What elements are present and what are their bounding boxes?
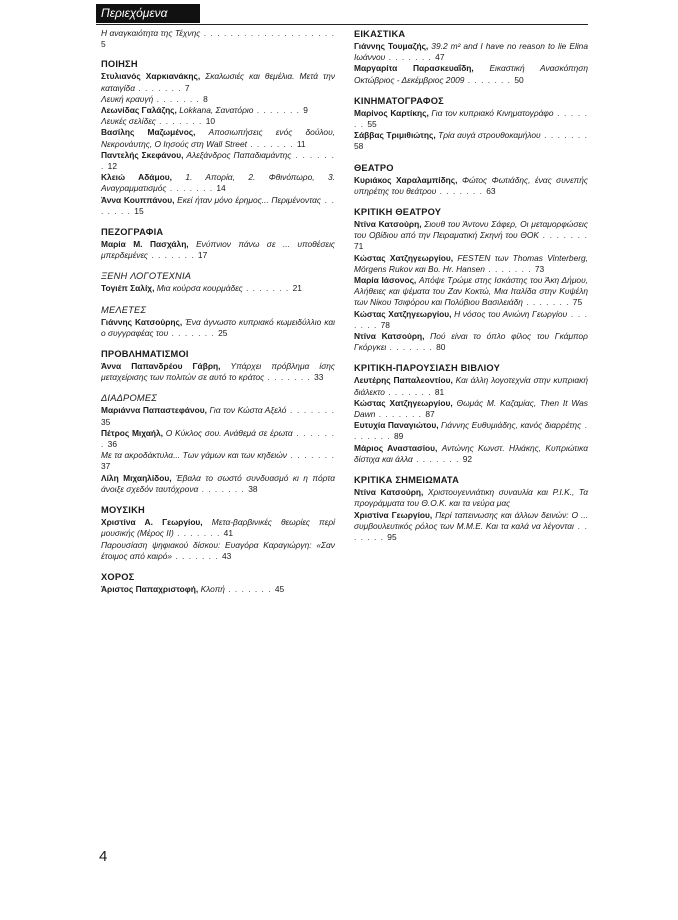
dot-leader: . . . . . . . [464, 74, 515, 85]
entry-title: Λευκή κραυγή [101, 93, 154, 104]
toc-entry [354, 275, 588, 309]
toc-entry [101, 405, 335, 427]
entry-page: 10 [205, 116, 216, 127]
entry-page: 33 [314, 372, 324, 383]
entry-page: 38 [248, 483, 258, 494]
entry-title: Μετα-βαρβινικές θεωρίες περί μουσικής (Μέρος ΙΙ) [101, 517, 335, 539]
entry-author: Άριστος Παπαχριστοφή, [101, 583, 199, 594]
entry-author: Γιάννης Κατσούρης, [101, 316, 183, 327]
dot-leader: . . . . . . . [253, 105, 304, 116]
entry-page: 75 [572, 297, 583, 308]
dot-leader: . . . . . . . [172, 550, 222, 561]
toc-section [354, 28, 588, 86]
toc-entry [354, 253, 588, 275]
toc-entry [354, 375, 588, 397]
dot-leader: . . . . . . . [484, 263, 535, 274]
entry-title: Για τον Κώστα Αξελό [209, 405, 287, 416]
toc-entry [101, 473, 335, 495]
toc-entry [101, 172, 335, 194]
entry-page: 15 [134, 205, 144, 216]
page-number: 4 [99, 848, 108, 865]
entry-title: Η νόσος του Ανιώνη Γεωργίου [454, 308, 568, 319]
entry-title: Φώτος Φωτιάδης, ένας συνεπής υπηρέτης του θεάτρου [354, 174, 589, 196]
entry-title: Έβαλα το σωστό συνδυασμό κι η πόρτα άνοιξε σχεδόν ταυτόχρονα [101, 472, 335, 494]
toc-section [354, 162, 588, 197]
entry-author: Κώστας Χατζηγεωργίου, [354, 252, 454, 263]
entry-title: Αντώνης Κωνστ. Ηλιάκης, Κυπριώτικα δίστιχα και άλλα [354, 442, 589, 464]
entry-title: Εικαστική Ανασκόπηση Οκτώβριος - Δεκέμβριος 2009 [354, 63, 588, 85]
entry-page: 45 [274, 583, 285, 594]
toc-entry [101, 239, 335, 261]
entry-author: Κλειώ Αδάμου, [101, 172, 172, 183]
dot-leader: . . . . . . . [246, 138, 297, 149]
dot-leader: . . . . . . . [101, 427, 335, 450]
entry-author: Στυλιανός Χαρκιανάκης, [101, 71, 201, 82]
toc-section [101, 270, 335, 294]
entry-author: Ντίνα Κατσούρη, [354, 487, 424, 498]
toc-section [101, 392, 335, 495]
toc-entry [101, 116, 335, 127]
entry-author: Μάριος Αναστασίου, [354, 442, 438, 453]
toc-entry [354, 175, 588, 197]
dot-leader: . . . . . . . [354, 420, 588, 442]
entry-title: Αποσιωπήσεις ενός δούλου, Νεκρονάυτης, Ο Ιησούς στη Wall Street [101, 127, 336, 149]
entry-author: Ντίνα Κατσούρη, [354, 331, 425, 342]
entry-title: Γιάννης Ευθυμιάδης, κανός διαρρέτης [441, 420, 582, 431]
dot-leader: . . . . . . . [198, 483, 249, 494]
entry-page: 25 [218, 327, 228, 338]
section-title: ΚΡΙΤΙΚΗ ΘΕΑΤΡΟΥ [354, 207, 442, 218]
entry-page: 36 [107, 439, 117, 450]
entry-title: Χριστουγεννιάτικη συναυλία και Ρ.Ι.Κ., Τα προγράμματα του Θ.Ο.Κ. και τα νεύρα μας [354, 487, 588, 509]
entry-author: Κώστας Χατζηγεωργίου, [354, 308, 452, 319]
entry-title: 39.2 m² and I have no reason to lie Elina Ιωάννου [354, 41, 588, 63]
toc-entry [101, 450, 335, 472]
toc-section [354, 95, 588, 153]
entry-title: FESTEN των Thomas Vinterberg, Mörgens Rukov και Bo. Hr. Hansen [354, 252, 589, 274]
entry-author: Σάββας Τριμιθιώτης, [354, 130, 436, 141]
entry-page: 17 [197, 250, 208, 261]
dot-leader: . . . . . . . [436, 185, 487, 196]
section-title: ΜΕΛΕΤΕΣ [101, 304, 147, 315]
dot-leader: . . . . . . . . . . . . . . . . . . . . [200, 28, 335, 38]
toc-entry [101, 127, 335, 149]
left-sections [101, 58, 335, 595]
entry-page: 73 [534, 263, 545, 274]
entry-page: 37 [101, 461, 111, 472]
intro-entry [101, 28, 335, 50]
toc-entry [354, 309, 588, 331]
toc-section [101, 226, 335, 261]
toc-entry [354, 443, 588, 465]
section-title: ΔΙΑΔΡΟΜΕΣ [101, 393, 158, 404]
dot-leader: . . . . . . . [242, 283, 293, 294]
entry-author: Μαρία Μ. Πασχάλη, [101, 239, 189, 250]
entry-page: 89 [393, 431, 404, 442]
toc-section [101, 58, 335, 217]
entry-author: Χριστίνα Α. Γεωργίου, [101, 517, 203, 528]
toc-entry [354, 420, 588, 442]
toc-entry [354, 108, 588, 130]
entry-title: Μια κούρσα κουρμάδες [156, 283, 243, 294]
toc-section [354, 206, 588, 353]
dot-leader: . . . . . . . [148, 250, 198, 261]
toc-entry [354, 331, 588, 353]
entry-author: Τογιέπ Σαλίχ, [101, 283, 155, 294]
section-title: ΞΕΝΗ ΛΟΓΟΤΕΧΝΙΑ [101, 271, 192, 282]
entry-page: 21 [292, 283, 302, 294]
dot-leader: . . . . . . . [168, 327, 219, 338]
entry-title: Αλεξάνδρος Παπαδιαμάντης [186, 149, 292, 160]
entry-author: Μαρίνος Καρτίκης, [354, 107, 429, 118]
entry-title: Σκαλωσιές και θεμέλια. Μετά την καταιγίδα [101, 71, 336, 93]
entry-title: Ενύπνιον πάνω σε ... υποθέσεις μπερδεμένες [101, 239, 336, 261]
entry-title: Πού είναι το όπλο φίλος του Γκάμπορ Γκόργκει [354, 331, 588, 353]
section-title: ΜΟΥΣΙΚΗ [101, 505, 145, 516]
dot-leader: . . . . . . . [540, 130, 589, 141]
entry-page: 55 [367, 119, 377, 130]
entry-page: 58 [354, 141, 364, 152]
entry-author: Πέτρος Μιχαήλ, [101, 427, 164, 438]
section-title: ΠΕΖΟΓΡΑΦΙΑ [101, 227, 164, 238]
dot-leader: . . . . . . . [384, 386, 435, 397]
entry-title: 1. Απορία, 2. Φθινόπωρο, 3. Αναγραμματισμός [101, 172, 335, 194]
dot-leader: . . . . . . . [135, 82, 185, 93]
section-title: ΕΙΚΑΣΤΙΚΑ [354, 29, 406, 39]
entry-page: 63 [486, 185, 496, 196]
entry-page: 50 [514, 74, 524, 85]
toc-section [101, 304, 335, 339]
section-title: ΧΟΡΟΣ [101, 571, 135, 582]
page-header [96, 4, 588, 25]
toc-entry [101, 517, 335, 539]
toc-entry [101, 317, 335, 339]
left-column [101, 28, 335, 604]
toc-entry [354, 41, 588, 63]
entry-title: Για τον κυπριακό Κινηματογράφο [431, 107, 554, 118]
entry-author: Χριστίνα Γεωργίου, [354, 509, 433, 520]
entry-page: 12 [107, 161, 117, 172]
entry-page: 81 [434, 386, 445, 397]
toc-entry [101, 540, 335, 562]
dot-leader: . . . . . . . [386, 342, 437, 353]
entry-author: Λεωνίδας Γαλάζης, [101, 105, 177, 116]
toc-entry [101, 195, 335, 217]
toc-entry [101, 361, 335, 383]
entry-author: Ευτυχία Παναγιώτου, [354, 420, 439, 431]
toc-entry [101, 94, 335, 105]
entry-author: Κώστας Χατζηγεωργίου, [354, 397, 453, 408]
contents-label: Περιεχόμενα [96, 4, 200, 23]
entry-page: 8 [203, 93, 208, 104]
entry-title: Και άλλη λογοτεχνία στην κυπριακή διάλεκτο [354, 375, 588, 397]
toc-section [354, 362, 588, 465]
toc-entry [101, 584, 335, 595]
toc-entry [101, 150, 335, 172]
toc-entry [101, 283, 335, 294]
toc-entry [354, 63, 588, 85]
entry-title: Με τα ακροδάκτυλα... Των γάμων και των κηδειών [101, 450, 287, 461]
entry-author: Λίλη Μιχαηλίδου, [101, 472, 172, 483]
dot-leader: . . . . . . . [412, 453, 463, 464]
dot-leader: . . . . . . . [286, 450, 335, 461]
entry-author: Άννα Παπανδρέου Γάβρη, [101, 361, 221, 372]
dot-leader: . . . . . . . [101, 149, 335, 172]
entry-title: Παρουσίαση ψηφιακού δίσκου: Ευαγόρα Καραγιώργη: «Σαν έτοιμος από καιρό» [101, 539, 335, 561]
toc-entry [354, 130, 588, 152]
toc-entry [354, 510, 588, 544]
toc-section [101, 571, 335, 595]
right-sections [354, 28, 588, 543]
entry-author: Μαριάννα Παπαστεφάνου, [101, 405, 207, 416]
entry-page: 92 [462, 453, 473, 464]
toc-section [101, 348, 335, 383]
section-title: ΚΙΝΗΜΑΤΟΓΡΑΦΟΣ [354, 95, 444, 106]
dot-leader: . . . . . . . [101, 194, 336, 216]
right-column [354, 28, 588, 552]
entry-page: 9 [303, 105, 308, 116]
entry-title: Περί ταπεινωσης και άλλων δεινών: Ο ... συμβουλευτικός ρόλος των Μ.Μ.Ε. Και τα καλά να λέγονται [354, 509, 589, 531]
entry-author: Μαργαρίτα Παρασκευαΐδη, [354, 63, 474, 74]
toc-entry [101, 71, 335, 93]
entry-title: Σιουθ του Άντονυ Σάφερ, Οι μεταμορφώσεις του Οβίδιου από την Πειραματική Σκηνή του ΘΟΚ [354, 219, 588, 241]
section-title: ΚΡΙΤΙΚΑ ΣΗΜΕΙΩΜΑΤΑ [354, 475, 460, 486]
section-title: ΚΡΙΤΙΚΗ-ΠΑΡΟΥΣΙΑΣΗ ΒΙΒΛΙΟΥ [354, 363, 501, 374]
dot-leader: . . . . . . . [354, 107, 588, 130]
dot-leader: . . . . . . . [375, 409, 426, 420]
entry-title: Ένα άγνωστο κυπριακό κωμειδύλλιο και ο συγγραφέας του [101, 316, 335, 338]
entry-author: Κυριάκος Χαραλαμπίδης, [354, 174, 458, 185]
entry-author: Γιάννης Τουμαζής, [354, 41, 429, 51]
toc-entry [354, 487, 588, 509]
dot-leader: . . . . . . . [354, 308, 588, 330]
toc-section [101, 504, 335, 562]
section-title: ΘΕΑΤΡΟ [354, 162, 394, 173]
section-title: ΠΟΙΗΣΗ [101, 59, 138, 70]
dot-leader: . . . . . . . [155, 116, 206, 127]
entry-title: Lokkana, Σανατόριο [179, 105, 254, 116]
entry-title: Τρία αυγά στρουθοκαμήλου [438, 130, 541, 141]
entry-title: Υπάρχει πρόβλημα ίσης μεταχείρισης των πολιτών σε αυτό το κράτος [101, 361, 336, 383]
toc-entry [354, 398, 588, 420]
toc-entry [101, 428, 335, 450]
dot-leader: . . . . . . . [286, 405, 335, 416]
entry-author: Βασίλης Μαζωμένος, [101, 127, 196, 138]
entry-title: Ο Κύκλος σου. Ανάθεμά σε έρωτα [165, 427, 293, 438]
dot-leader: . . . . . . . [173, 528, 224, 539]
dot-leader: . . . . . . . [385, 52, 436, 63]
intro-title: Η αναγκαιότητα της Τέχνης [101, 28, 201, 38]
entry-title: Λευκές σελίδες [101, 116, 156, 127]
entry-page: 14 [216, 183, 226, 194]
entry-page: 35 [101, 416, 111, 427]
entry-title: Απόψε Τρώμε στης Ισκάστης του Άκη Δήμου, Αλήθειες και ψέματα του Ζαν Κοκτώ, Μια Ιταλίδα στην Κυψέλη των Νίκου Τσιφόρου και Πολύβιου Βασιλειάδη [354, 275, 588, 308]
entry-page: 71 [354, 241, 364, 252]
toc-section [354, 474, 588, 543]
entry-title: Θωμάς Μ. Καζαμίας, Then It Was Dawn [354, 397, 588, 420]
entry-page: 47 [435, 52, 445, 63]
intro-page: 5 [101, 39, 106, 50]
entry-title: Κλοπή [200, 583, 225, 594]
entry-page: 7 [184, 82, 190, 93]
dot-leader: . . . . . . . [354, 520, 588, 542]
entry-page: 95 [387, 531, 397, 542]
dot-leader: . . . . . . . [538, 230, 588, 241]
section-title: ΠΡΟΒΛΗΜΑΤΙΣΜΟΙ [101, 349, 189, 360]
entry-page: 87 [425, 409, 435, 420]
dot-leader: . . . . . . . [522, 297, 573, 308]
entry-page: 41 [223, 528, 233, 539]
entry-page: 43 [221, 550, 232, 561]
entry-author: Παντελής Σκεφάνου, [101, 149, 184, 160]
dot-leader: . . . . . . . [264, 372, 315, 383]
entry-author: Μαρία Ιάσονος, [354, 275, 417, 286]
toc-entry [101, 105, 335, 116]
entry-title: Εκεί ήταν μόνο έρημος... Περιμένοντας [177, 194, 321, 205]
entry-page: 11 [296, 138, 306, 149]
entry-author: Λευτέρης Παπαλεοντίου, [354, 375, 453, 386]
dot-leader: . . . . . . . [224, 583, 275, 594]
entry-author: Ντίνα Κατσούρη, [354, 219, 422, 230]
entry-author: Άννα Κουππάνου, [101, 194, 175, 205]
entry-page: 78 [380, 319, 390, 330]
dot-leader: . . . . . . . [153, 93, 204, 104]
toc-entry [354, 219, 588, 253]
entry-page: 80 [436, 342, 446, 353]
dot-leader: . . . . . . . [166, 183, 217, 194]
